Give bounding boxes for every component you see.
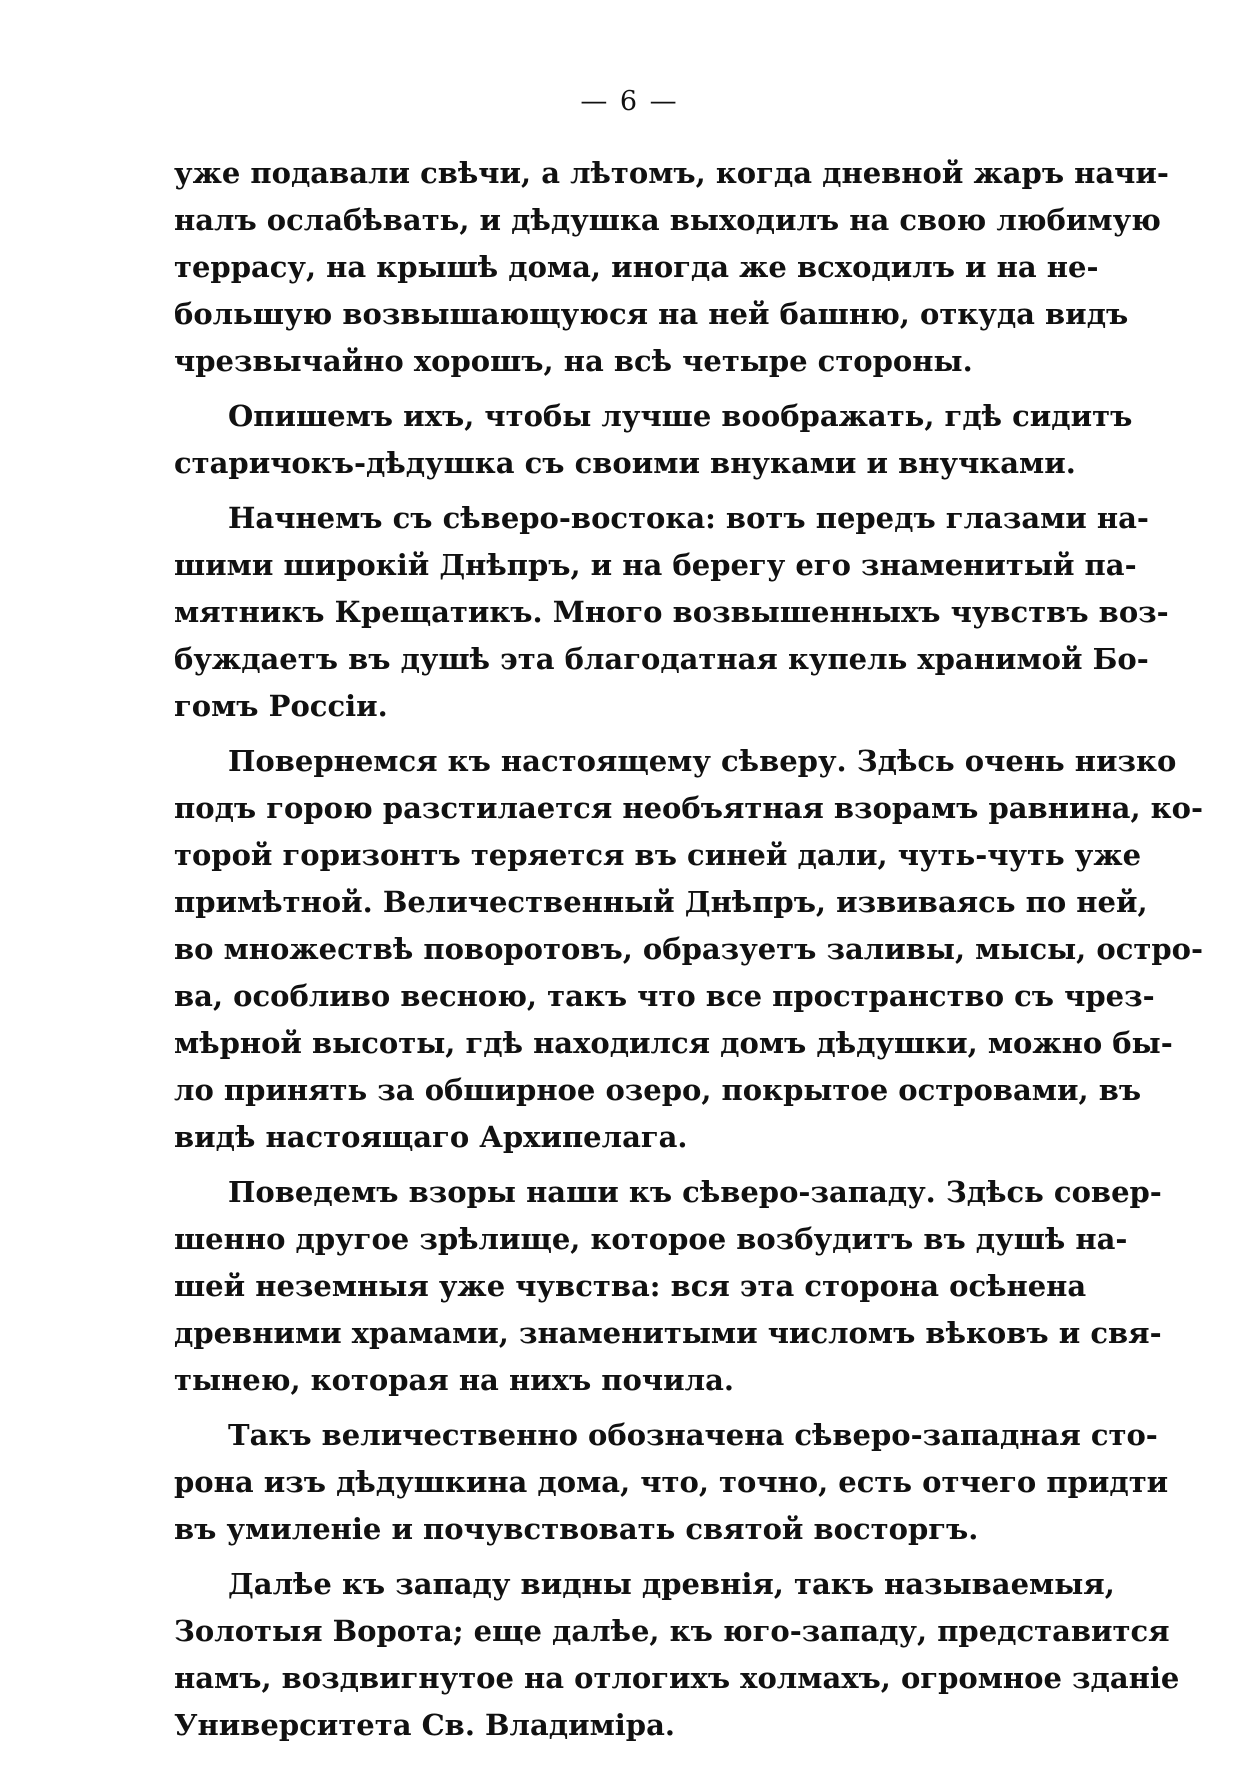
paragraph [174, 495, 1169, 730]
text-line: примѣтной. Величественный Днѣпръ, извиваясь по ней, [174, 885, 1148, 919]
text-line: подъ горою разстилается необъятная взорамъ равнина, ко- [174, 791, 1203, 825]
text-line: Повернемся къ настоящему сѣверу. Здѣсь очень низко [228, 744, 1177, 778]
text-line: торой горизонтъ теряется въ синей дали, чуть-чуть уже [174, 838, 1142, 872]
text-line: уже подавали свѣчи, а лѣтомъ, когда дневной жаръ начи- [174, 156, 1169, 190]
text-line: мятникъ Крещатикъ. Много возвышенныхъ чувствъ воз- [174, 595, 1169, 629]
text-line: Далѣе къ западу видны древнія, такъ называемыя, [228, 1567, 1115, 1601]
text-line: Начнемъ съ сѣверо-востока: вотъ передъ глазами на- [228, 501, 1149, 535]
text-line: въ умиленіе и почувствовать святой восторгъ. [174, 1512, 979, 1546]
text-line: чрезвычайно хорошъ, на всѣ четыре стороны. [174, 344, 973, 378]
text-line: во множествѣ поворотовъ, образуетъ заливы, мысы, остро- [174, 932, 1203, 966]
text-line: Такъ величественно обозначена сѣверо-западная сто- [228, 1418, 1158, 1452]
page-number: — 6 — [580, 86, 679, 117]
text-line: большую возвышающуюся на ней башню, откуда видъ [174, 297, 1129, 331]
paragraph [174, 1169, 1162, 1404]
text-line: Университета Св. Владиміра. [174, 1708, 675, 1742]
paragraph [174, 738, 1203, 1161]
text-line: шенно другое зрѣлище, которое возбудитъ въ душѣ на- [174, 1222, 1128, 1256]
text-line: гомъ Россіи. [174, 689, 388, 723]
text-line: древними храмами, знаменитыми числомъ вѣковъ и свя- [174, 1316, 1162, 1350]
text-line: рона изъ дѣдушкина дома, что, точно, есть отчего придти [174, 1465, 1169, 1499]
text-line: Поведемъ взоры наши къ сѣверо-западу. Здѣсь совер- [228, 1175, 1162, 1209]
paragraph [174, 1561, 1180, 1749]
text-line: шими широкій Днѣпръ, и на берегу его знаменитый па- [174, 548, 1137, 582]
text-line: видѣ настоящаго Архипелага. [174, 1120, 688, 1154]
text-line: налъ ослабѣвать, и дѣдушка выходилъ на свою любимую [174, 203, 1161, 237]
text-line: буждаетъ въ душѣ эта благодатная купель хранимой Бо- [174, 642, 1149, 676]
paragraph [174, 150, 1169, 385]
text-line: Золотыя Ворота; еще далѣе, къ юго-западу, представится [174, 1614, 1170, 1648]
text-line: намъ, воздвигнутое на отлогихъ холмахъ, огромное зданіе [174, 1661, 1180, 1695]
paragraph [174, 1412, 1169, 1553]
text-line: старичокъ-дѣдушка съ своими внуками и внучками. [174, 446, 1076, 480]
text-line: тынею, которая на нихъ почила. [174, 1363, 734, 1397]
text-line: мѣрной высоты, гдѣ находился домъ дѣдушки, можно бы- [174, 1026, 1173, 1060]
text-line: шей неземныя уже чувства: вся эта сторона осѣнена [174, 1269, 1087, 1303]
text-line: Опишемъ ихъ, чтобы лучше воображать, гдѣ сидитъ [228, 399, 1133, 433]
body-text [174, 150, 1203, 1757]
paragraph [174, 393, 1133, 487]
text-line: террасу, на крышѣ дома, иногда же всходилъ и на не- [174, 250, 1099, 284]
text-line: ло принять за обширное озеро, покрытое островами, въ [174, 1073, 1142, 1107]
text-line: ва, особливо весною, такъ что все пространство съ чрез- [174, 979, 1155, 1013]
